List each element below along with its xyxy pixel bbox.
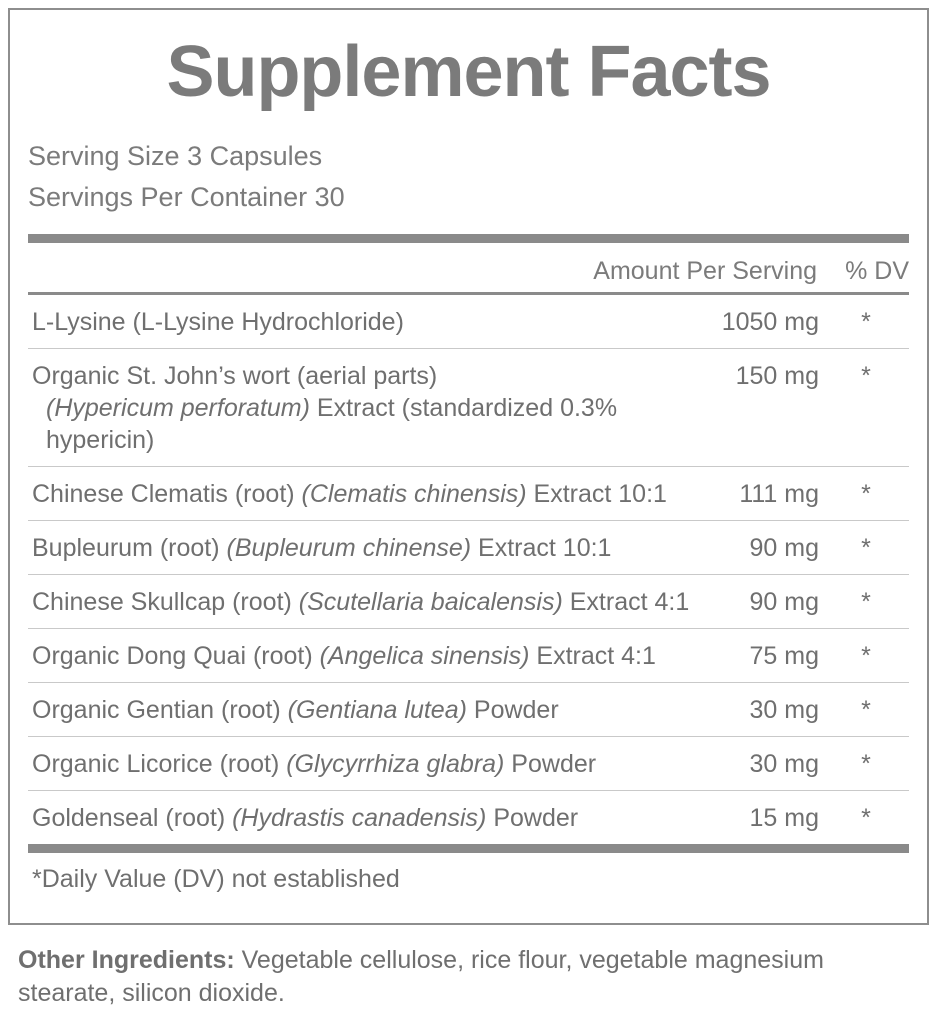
nutrient-daily-value: * [861, 642, 871, 671]
other-ingredients [18, 944, 923, 1009]
column-header-dv: % DV [845, 257, 909, 286]
nutrient-name: Organic Gentian (root) (Gentiana lutea) Powder [32, 696, 559, 725]
serving-info [28, 136, 909, 218]
facts-panel [8, 8, 929, 925]
nutrient-amount: 90 mg [749, 588, 819, 617]
daily-value-footnote: *Daily Value (DV) not established [32, 865, 400, 894]
table-row [28, 521, 909, 574]
nutrient-name: Chinese Skullcap (root) (Scutellaria baicalensis) Extract 4:1 [32, 588, 690, 617]
table-row [28, 349, 909, 466]
table-header [28, 243, 909, 292]
nutrient-daily-value: * [861, 480, 871, 509]
nutrient-name: L-Lysine (L-Lysine Hydrochloride) [32, 308, 404, 337]
divider-thick-bottom [28, 844, 909, 853]
servings-per-container: Servings Per Container 30 [28, 182, 345, 213]
nutrient-amount: 75 mg [749, 642, 819, 671]
nutrient-amount: 30 mg [749, 696, 819, 725]
table-row [28, 737, 909, 790]
nutrient-daily-value: * [861, 534, 871, 563]
nutrient-daily-value: * [861, 750, 871, 779]
nutrient-amount: 111 mg [739, 480, 819, 509]
table-row [28, 791, 909, 844]
nutrient-daily-value: * [861, 588, 871, 617]
nutrient-amount: 150 mg [735, 362, 819, 391]
nutrient-name: Organic Dong Quai (root) (Angelica sinensis) Extract 4:1 [32, 642, 656, 671]
nutrient-name: Goldenseal (root) (Hydrastis canadensis) Powder [32, 804, 579, 833]
serving-size: Serving Size 3 Capsules [28, 141, 323, 171]
nutrient-amount: 30 mg [749, 750, 819, 779]
other-ingredients-label: Other Ingredients: [18, 946, 235, 974]
nutrient-name: Organic Licorice (root) (Glycyrrhiza glabra) Powder [32, 750, 597, 779]
nutrient-amount: 15 mg [749, 804, 819, 833]
column-header-amount: Amount Per Serving [593, 257, 817, 286]
page-title: Supplement Facts [166, 32, 771, 112]
nutrient-amount: 90 mg [749, 534, 819, 563]
nutrient-daily-value: * [861, 362, 871, 391]
nutrient-daily-value: * [861, 804, 871, 833]
table-row [28, 683, 909, 736]
divider-thick-top [28, 234, 909, 243]
nutrient-name: Bupleurum (root) (Bupleurum chinense) Extract 10:1 [32, 534, 612, 563]
table-row [28, 295, 909, 348]
nutrient-daily-value: * [861, 308, 871, 337]
nutrient-name: Organic St. John’s wort (aerial parts) (Hypericum perforatum) Extract (standardized 0.3% hypericin) [32, 362, 618, 455]
nutrient-daily-value: * [861, 696, 871, 725]
nutrient-table [28, 295, 909, 844]
table-row [28, 575, 909, 628]
table-row [28, 467, 909, 520]
nutrient-amount: 1050 mg [721, 308, 819, 337]
table-row [28, 629, 909, 682]
nutrient-name: Chinese Clematis (root) (Clematis chinensis) Extract 10:1 [32, 480, 667, 509]
other-ingredients-text: Vegetable cellulose, rice flour, vegetable magnesium stearate, silicon dioxide. [18, 946, 824, 1007]
